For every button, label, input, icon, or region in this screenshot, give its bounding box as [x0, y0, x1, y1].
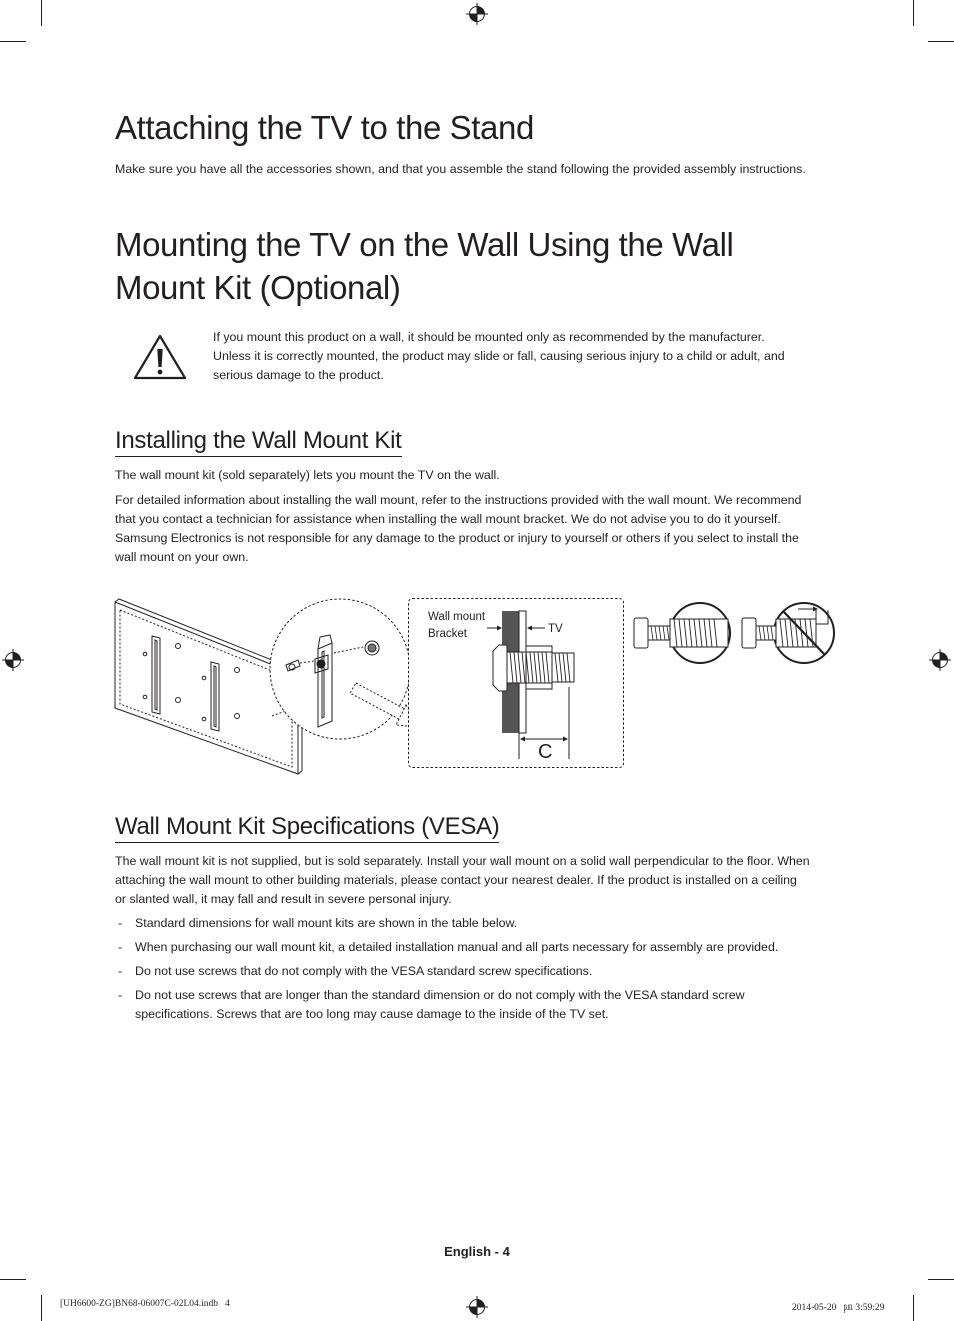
wall-mount-bracket-label-line2: Bracket: [428, 628, 467, 640]
vesa-bullet-list: [115, 914, 843, 1029]
install-paragraph-2-line3: Samsung Electronics is not responsible for any damage to the product or injury to yourself or others if you select to install the: [115, 531, 799, 545]
warning-text-line3: serious damage to the product.: [213, 368, 384, 382]
crop-mark: [41, 1295, 42, 1321]
stand-title: Attaching the TV to the Stand: [115, 109, 534, 146]
vesa-paragraph-line2: attaching the wall mount to other building materials, please contact your nearest dealer. If the product is installed on a ceiling: [115, 873, 797, 887]
install-paragraph-1: The wall mount kit (sold separately) lets you mount the TV on the wall.: [115, 468, 500, 482]
file-info: [UH6600-ZG]BN68-06007C-02L04.indb 4: [60, 1299, 230, 1309]
print-timestamp: 2014-05-20 ㏘ 3:59:29: [792, 1303, 885, 1313]
wall-mount-bracket-label-line1: Wall mount: [428, 611, 486, 623]
crop-mark: [41, 0, 42, 26]
stand-body: Make sure you have all the accessories shown, and that you assemble the stand following the provided assembly instructions.: [115, 162, 806, 176]
crop-mark: [913, 1295, 914, 1321]
warning-icon: [132, 333, 188, 381]
registration-mark-icon: [466, 3, 488, 25]
warning-text-line2: Unless it is correctly mounted, the product may slide or fall, causing serious injury to a child or adult, and: [213, 349, 785, 363]
vesa-title: Wall Mount Kit Specifications (VESA): [115, 813, 499, 843]
tv-label: TV: [548, 623, 563, 635]
crop-mark: [928, 41, 954, 42]
dimension-c-label: C: [538, 741, 553, 763]
list-item: - Do not use screws that are longer than the standard dimension or do not comply with the VESA standard screw specifications. Screws that are too long may cause damage to the inside of the TV set.: [115, 986, 805, 1024]
list-item: - Do not use screws that do not comply with the VESA standard screw specifications.: [115, 962, 843, 981]
wall-title-line2: Mount Kit (Optional): [115, 269, 401, 306]
crop-mark: [0, 1279, 26, 1280]
install-title: Installing the Wall Mount Kit: [115, 427, 402, 457]
list-item: - When purchasing our wall mount kit, a detailed installation manual and all parts necessary for assembly are provided.: [115, 938, 843, 957]
wall-title-line1: Mounting the TV on the Wall Using the Wall: [115, 226, 734, 263]
correct-screw-icon: [630, 600, 734, 666]
crop-mark: [0, 41, 26, 42]
registration-mark-icon: [929, 649, 951, 671]
list-item: - Standard dimensions for wall mount kits are shown in the table below.: [115, 914, 843, 933]
crop-mark: [928, 1279, 954, 1280]
incorrect-screw-icon: [738, 600, 838, 666]
install-paragraph-2-line4: wall mount on your own.: [115, 550, 249, 564]
page-number: English - 4: [444, 1244, 510, 1259]
warning-text-line1: If you mount this product on a wall, it should be mounted only as recommended by the manufacturer.: [213, 330, 765, 344]
install-paragraph-2-line2: that you contact a technician for assistance when installing the wall mount bracket. We do not advise you to do it yourself.: [115, 512, 781, 526]
registration-mark-icon: [2, 649, 24, 671]
vesa-paragraph-line3: or slanted wall, it may fall and result in severe personal injury.: [115, 892, 452, 906]
install-paragraph-2-line1: For detailed information about installing the wall mount, refer to the instructions provided with the wall mount. We recommend: [115, 493, 802, 507]
crop-mark: [913, 0, 914, 26]
vesa-paragraph-line1: The wall mount kit is not supplied, but is sold separately. Install your wall mount on a solid wall perpendicular to the floor. When: [115, 854, 810, 868]
registration-mark-icon: [466, 1296, 488, 1318]
